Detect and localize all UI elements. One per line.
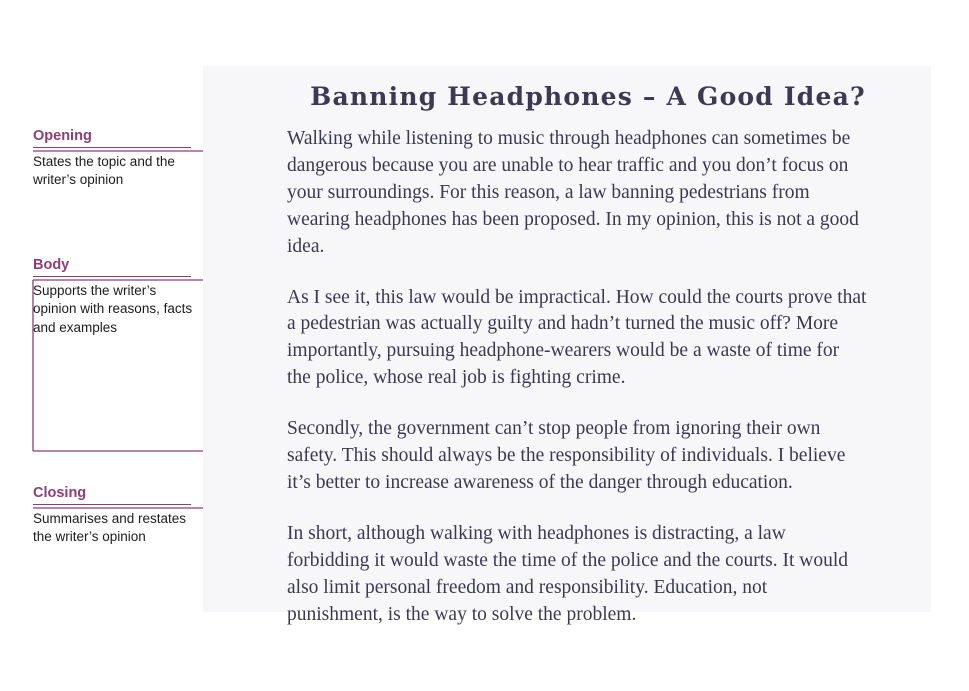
- annotation-body: [33, 257, 201, 337]
- annotation-opening: [33, 128, 201, 190]
- document-paragraph: As I see it, this law would be impractical. How could the courts prove that a pedestrian was actually guilty and hadn’t turned the music off? More importantly, pursuing headphone-wearers would be a waste of time for the police, whose real job is fighting crime.: [287, 286, 867, 389]
- document-panel: [203, 66, 931, 625]
- annotation-closing-title: Closing: [33, 485, 191, 505]
- annotation-closing: [33, 485, 201, 547]
- annotation-body-title: Body: [33, 257, 191, 277]
- annotation-opening-description: States the topic and the writer’s opinion: [33, 154, 175, 188]
- document-title: Banning Headphones – A Good Idea?: [310, 82, 866, 111]
- document-paragraph: Walking while listening to music through headphones can sometimes be dangerous because you are unable to hear traffic and you don’t focus on your surroundings. For this reason, a law banning pedestrians from wearing headphones has been proposed. In my opinion, this is not a good idea.: [287, 128, 859, 257]
- annotation-opening-title: Opening: [33, 128, 191, 148]
- document-body: [287, 126, 867, 629]
- document-paragraph: In short, although walking with headphones is distracting, a law forbidding it would waste the time of the police and the courts. It would also limit personal freedom and responsibility. Education, not punishment, is the way to solve the problem.: [287, 522, 849, 625]
- document-paragraph: Secondly, the government can’t stop people from ignoring their own safety. This should always be the responsibility of individuals. I believe it’s better to increase awareness of the danger through education.: [287, 418, 846, 493]
- annotation-body-description: Supports the writer’s opinion with reasons, facts and examples: [33, 283, 193, 335]
- annotation-closing-description: Summarises and restates the writer’s opinion: [33, 511, 187, 545]
